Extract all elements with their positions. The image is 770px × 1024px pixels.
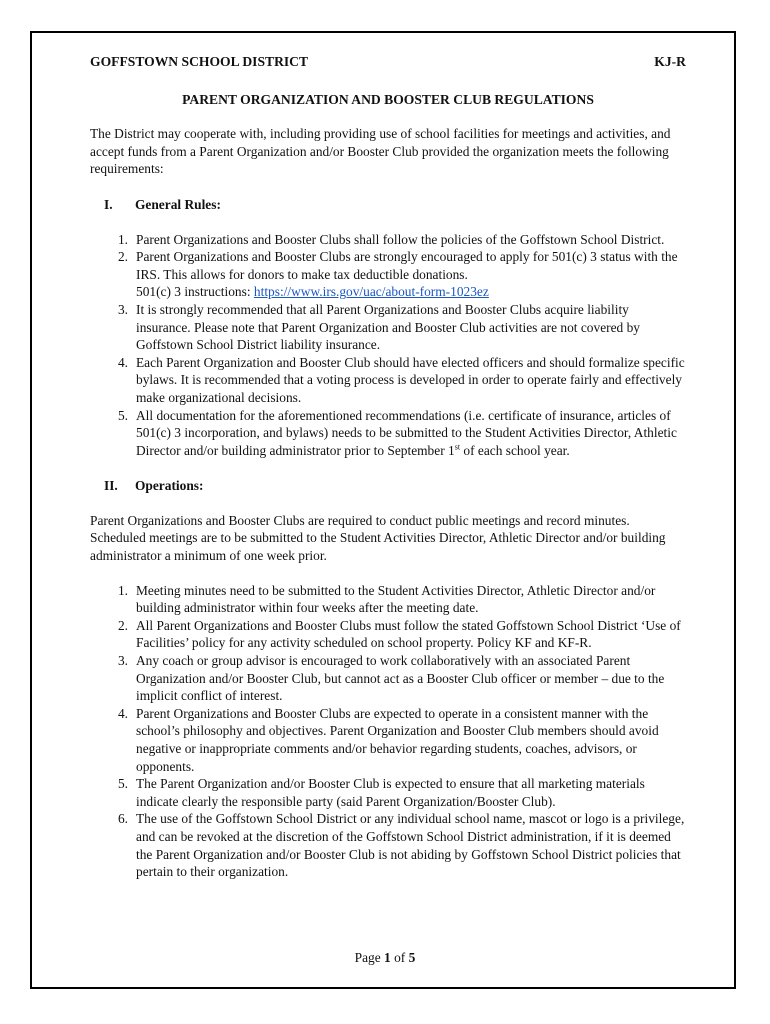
general-rules-list <box>90 231 686 460</box>
list-item: 4. Each Parent Organization and Booster Club should have elected officers and should formalize specific bylaws. It is recommended that a voting process is developed in order to operate fairly and effectively make organizational decisions. <box>117 354 685 405</box>
section-numeral: I. <box>104 196 113 212</box>
list-item: 2. Parent Organizations and Booster Clubs are strongly encouraged to apply for 501(c) 3 status with the IRS. This allows for donors to make tax deductible donations. 501(c) 3 instructions: https://www.irs.gov/uac/about-form-1023ez <box>117 249 678 300</box>
operations-list <box>90 582 686 881</box>
list-item: 1. Meeting minutes need to be submitted to the Student Activities Director, Athletic Director and/or building administrator within four weeks after the meeting date. <box>117 582 656 616</box>
section-title: Operations: <box>135 478 204 494</box>
page-current: 1 <box>384 950 391 965</box>
list-item: 5. The Parent Organization and/or Booster Club is expected to ensure that all marketing materials indicate clearly the responsible party (said Parent Organization/Booster Club). <box>117 776 645 809</box>
document-title: PARENT ORGANIZATION AND BOOSTER CLUB REGULATIONS <box>182 91 594 107</box>
irs-form-link[interactable]: https://www.irs.gov/uac/about-form-1023ez <box>253 284 489 300</box>
intro-paragraph: The District may cooperate with, including providing use of school facilities for meetings and activities, and accept funds from a Parent Organization and/or Booster Club provided the organization meets the following requirements: <box>90 126 671 177</box>
operations-intro: Parent Organizations and Booster Clubs are required to conduct public meetings and record minutes. Scheduled meetings are to be submitted to the Student Activities Director, Athletic Director and/or building administrator a minimum of one week prior. <box>90 512 666 564</box>
page-label: Page <box>354 950 381 965</box>
list-item: 3. It is strongly recommended that all Parent Organizations and Booster Clubs acquire liability insurance. Please note that Parent Organization and Booster Club activities are not covered by Goffstown School District liability insurance. <box>117 301 640 353</box>
list-item: 1. Parent Organizations and Booster Clubs shall follow the policies of the Goffstown School District. <box>117 231 665 247</box>
list-item: 2. All Parent Organizations and Booster Clubs must follow the stated Goffstown School District ‘Use of Facilities’ policy for any activity scheduled on school property. Policy KF and KF-R. <box>117 617 681 651</box>
list-item: 5. All documentation for the aforementioned recommendations (i.e. certificate of insurance, articles of 501(c) 3 incorporation, and bylaws) needs to be submitted to the Student Activities Director, Athletic Director and/or building administrator prior to September 1st of each school year. <box>117 407 677 458</box>
section-heading-operations <box>90 477 686 495</box>
list-item: 4. Parent Organizations and Booster Clubs are expected to operate in a consistent manner with the school’s philosophy and objectives. Parent Organization and Booster Club members should avoid negative or inappropriate comments and/or behavior regarding students, coaches, advisors, or opponents. <box>117 705 659 774</box>
page-footer <box>0 950 770 966</box>
page-of: of <box>394 950 406 965</box>
policy-code: KJ-R <box>654 54 686 69</box>
page-total: 5 <box>408 950 416 965</box>
district-name: GOFFSTOWN SCHOOL DISTRICT <box>90 54 309 69</box>
superscript: st <box>454 442 461 452</box>
list-item: 3. Any coach or group advisor is encouraged to work collaboratively with an associated Parent Organization and/or Booster Club, but cannot act as a Booster Club officer or member – due to the implicit conflict of interest. <box>117 653 665 704</box>
instructions-label: 501(c) 3 instructions: <box>136 284 251 300</box>
section-heading-general-rules <box>90 196 686 214</box>
list-item: 6. The use of the Goffstown School District or any individual school name, mascot or logo is a privilege, and can be revoked at the discretion of the Goffstown School District administration, if it is deemed the Parent Organization and/or Booster Club is not abiding by Goffstown School District policies that pertain to their organization. <box>117 811 685 880</box>
document-header <box>90 53 686 71</box>
document-body <box>90 53 686 881</box>
section-title: General Rules: <box>135 196 221 212</box>
section-numeral: II. <box>104 478 118 494</box>
